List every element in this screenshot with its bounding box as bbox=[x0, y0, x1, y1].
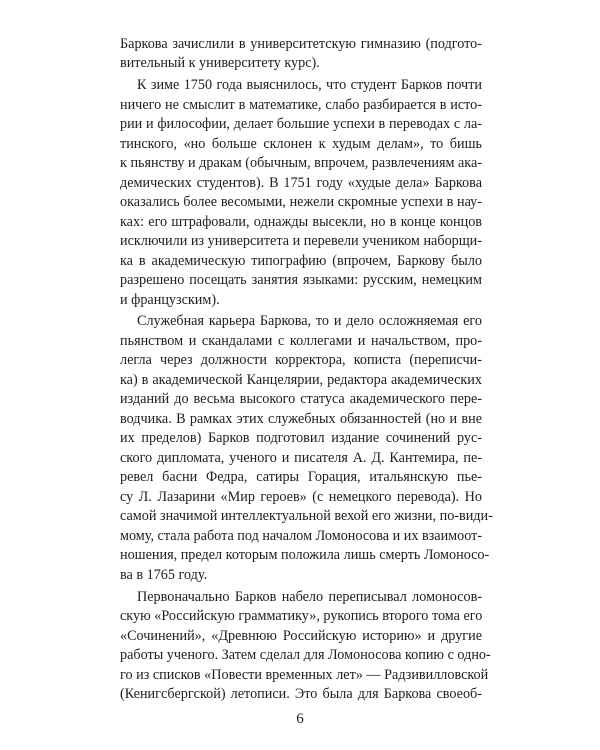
page-number: 6 bbox=[296, 711, 304, 727]
text-line-25: самой значимой интеллектуальной вехой его жизни, по-види- bbox=[120, 508, 493, 524]
text-line-19: изданий до весьма высокого статуса академического пере- bbox=[120, 391, 482, 407]
text-line-10: ках: его штрафовали, однажды высекли, но в конце концов bbox=[120, 214, 482, 230]
text-line-16: пьянством и скандалами с коллегами и начальством, про- bbox=[120, 333, 482, 349]
text-line-2: вительный к университету курс). bbox=[120, 55, 320, 71]
text-line-22: ского дипломата, ученого и писателя А. Д. Кантемира, пе- bbox=[120, 450, 482, 466]
text-line-7: к пьянству и дракам (обычным, впрочем, развлечениям ака- bbox=[120, 155, 482, 171]
text-line-31: «Сочинений», «Древнюю Российскую историю» и другие bbox=[120, 628, 482, 644]
text-line-15: Служебная карьера Баркова, то и дело осложняемая его bbox=[137, 313, 482, 329]
text-line-23: ревел басни Федра, сатиры Горация, итальянскую пье- bbox=[120, 469, 482, 485]
text-line-26: мому, стала работа под началом Ломоносова и их взаимоот- bbox=[120, 528, 483, 544]
text-line-14: и французским). bbox=[120, 292, 220, 308]
text-line-3: К зиме 1750 года выяснилось, что студент Барков почти bbox=[137, 77, 482, 93]
text-line-24: су Л. Лазарини «Мир героев» (с немецкого перевода). Но bbox=[120, 489, 482, 505]
text-line-8: демических студентов). В 1751 году «худые дела» Баркова bbox=[120, 175, 482, 191]
text-line-13: разрешено посещать занятия языками: русским, немецким bbox=[120, 272, 482, 288]
text-line-32: работы ученого. Затем сделал для Ломоносова копию с одно- bbox=[120, 647, 491, 663]
text-line-17: легла через должности корректора, кописта (переписчи- bbox=[120, 352, 482, 368]
text-line-18: ка) в академической Канцелярии, редактора академических bbox=[120, 372, 482, 388]
text-line-4: ничего не смыслит в математике, слабо разбирается в исто- bbox=[120, 97, 482, 113]
text-line-30: скую «Российскую грамматику», рукопись второго тома его bbox=[120, 608, 483, 624]
text-line-11: исключили из университета и перевели учеником наборщи- bbox=[120, 233, 482, 249]
text-line-5: рии и философии, делает большие успехи в переводах с ла- bbox=[120, 116, 482, 132]
text-line-27: ношения, предел которым положила лишь смерть Ломоносо- bbox=[120, 547, 490, 563]
text-line-9: оказались более весомыми, нежели скромные успехи в нау- bbox=[120, 194, 482, 210]
text-line-12: ка в академическую типографию (впрочем, Баркову было bbox=[120, 253, 482, 269]
text-line-21: их пределов) Барков подготовил издание сочинений рус- bbox=[120, 430, 482, 446]
text-line-33: го из списков «Повести временных лет» — Радзивилловской bbox=[120, 667, 489, 683]
text-line-29: Первоначально Барков набело переписывал ломоносов- bbox=[137, 589, 482, 605]
text-line-1: Баркова зачислили в университетскую гимназию (подгото- bbox=[120, 36, 482, 52]
text-line-28: ва в 1765 году. bbox=[120, 567, 208, 583]
text-line-34: (Кенигсбергской) летописи. Это была для Баркова своеоб- bbox=[120, 686, 482, 702]
text-line-20: водчика. В рамках этих служебных обязанностей (но и вне bbox=[120, 411, 482, 427]
text-line-6: тинского, «но больше склонен к худым делам», то бишь bbox=[120, 136, 482, 152]
